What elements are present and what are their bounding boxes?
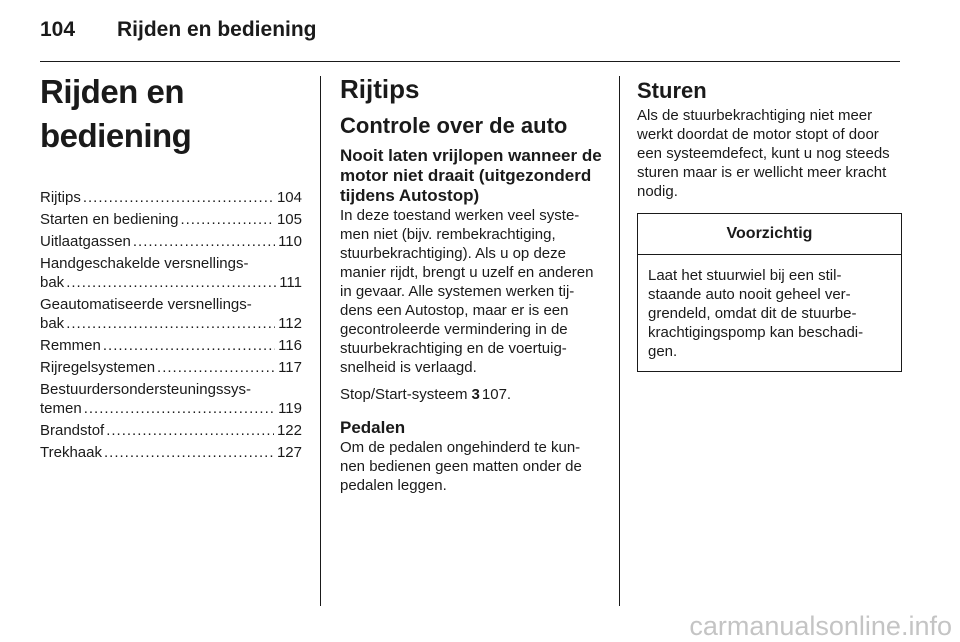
watermark: carmanualsonline.info — [689, 611, 952, 641]
toc-entry-line — [40, 399, 302, 418]
toc-entry-line — [40, 273, 302, 292]
toc-entry-line — [40, 421, 302, 440]
running-title: Rijden en bediening — [117, 18, 317, 41]
toc-dot-leader — [133, 232, 275, 251]
section-heading-rijtips: Rijtips — [340, 74, 420, 104]
toc-dot-leader — [180, 210, 274, 229]
toc-entry-label: Brandstof — [40, 422, 105, 439]
header-rule — [40, 61, 900, 62]
toc-entry-line — [40, 295, 302, 314]
toc-dot-leader — [157, 358, 275, 377]
toc-entry-page: 105 — [276, 211, 302, 228]
toc-entry-line — [40, 314, 302, 333]
xref-page: 107. — [481, 386, 512, 403]
rijtips-column — [340, 70, 604, 495]
toc-entry-page: 111 — [279, 274, 302, 291]
toc-entry[interactable] — [40, 254, 302, 292]
page-header — [40, 18, 900, 54]
toc-entry-label: Starten en bediening — [40, 211, 179, 228]
toc-list — [40, 188, 302, 462]
toc-entry-line — [40, 254, 302, 273]
column-divider — [320, 76, 321, 606]
column-divider — [619, 76, 620, 606]
toc-dot-leader — [66, 314, 275, 333]
toc-dot-leader — [84, 399, 275, 418]
toc-dot-leader — [103, 336, 275, 355]
toc-entry[interactable] — [40, 232, 302, 251]
toc-entry[interactable] — [40, 421, 302, 440]
caution-title: Voorzichtig — [638, 214, 901, 255]
toc-entry-label: Remmen — [40, 337, 101, 354]
section-heading-sturen: Sturen — [637, 78, 707, 103]
subsection-heading-controle: Controle over de auto — [340, 113, 568, 138]
toc-entry-label: Trekhaak — [40, 444, 102, 461]
cross-reference[interactable] — [340, 385, 604, 404]
toc-entry-line — [40, 336, 302, 355]
toc-entry-page: 116 — [278, 337, 302, 354]
caution-text: Laat het stuurwiel bij een stil-staande auto nooit geheel ver-grendeld, omdat dit de stuurbe-krachtigingspomp kan beschadi-gen. — [648, 267, 864, 360]
toc-entry-label: Rijregelsystemen — [40, 359, 156, 376]
toc-entry-line — [40, 232, 302, 251]
toc-entry-label: Handgeschakelde versnellings- — [40, 255, 249, 272]
toc-entry-line — [40, 443, 302, 462]
toc-column — [40, 70, 302, 465]
page-number: 104 — [40, 18, 76, 41]
toc-dot-leader — [66, 273, 276, 292]
toc-entry-label: temen — [40, 400, 82, 417]
toc-entry-page: 127 — [276, 444, 302, 461]
paragraph-pedalen: Om de pedalen ongehinderd te kun-nen bedienen geen matten onder de pedalen leggen. — [340, 439, 582, 494]
toc-entry-line — [40, 210, 302, 229]
sturen-column — [637, 70, 902, 372]
toc-entry-page: 104 — [276, 189, 302, 206]
toc-entry-page: 112 — [278, 315, 302, 332]
toc-entry-label: Uitlaatgassen — [40, 233, 131, 250]
caution-box — [637, 213, 902, 372]
toc-entry-page: 122 — [276, 422, 302, 439]
toc-dot-leader — [106, 421, 274, 440]
toc-entry-page: 117 — [278, 359, 302, 376]
toc-entry-label: bak — [40, 315, 65, 332]
toc-entry-label: Rijtips — [40, 189, 81, 206]
toc-entry[interactable] — [40, 210, 302, 229]
toc-entry[interactable] — [40, 188, 302, 207]
toc-entry-label: bak — [40, 274, 65, 291]
toc-entry[interactable] — [40, 295, 302, 333]
toc-entry[interactable] — [40, 358, 302, 377]
toc-entry-label: Geautomatiseerde versnellings- — [40, 296, 252, 313]
paragraph-sturen: Als de stuurbekrachtiging niet meer werkt doordat de motor stopt of door een systeemdefect, kunt u nog steeds sturen maar is er wellicht meer kracht nodig. — [637, 107, 890, 200]
toc-entry-line — [40, 358, 302, 377]
chapter-title: Rijden en bediening — [40, 73, 192, 154]
toc-entry-line — [40, 188, 302, 207]
toc-dot-leader — [83, 188, 274, 207]
paragraph-vrijlopen: In deze toestand werken veel syste-men niet (bijv. rembekrachtiging, stuurbekrachtiging). Als u op deze manier rijdt, brengt u uzelf en anderen in gevaar. Alle systemen werken tij-dens een Autostop, maar er is een gecontroleerde vermindering in de stuurbekrachtiging en de voertuig-snelheid is verlaagd. — [340, 207, 594, 376]
topic-heading-vrijlopen: Nooit laten vrijlopen wanneer de motor niet draait (uitgezonderd tijdens Autostop) — [340, 146, 602, 205]
topic-heading-pedalen: Pedalen — [340, 418, 406, 437]
page-reference-icon: 3 — [471, 386, 480, 403]
toc-entry-page: 110 — [278, 233, 302, 250]
toc-entry[interactable] — [40, 443, 302, 462]
toc-entry[interactable] — [40, 336, 302, 355]
toc-entry-page: 119 — [278, 400, 302, 417]
toc-entry-label: Bestuurdersondersteuningssys- — [40, 381, 251, 398]
toc-entry-line — [40, 380, 302, 399]
toc-entry[interactable] — [40, 380, 302, 418]
xref-label: Stop/Start-systeem — [340, 386, 468, 403]
toc-dot-leader — [104, 443, 274, 462]
